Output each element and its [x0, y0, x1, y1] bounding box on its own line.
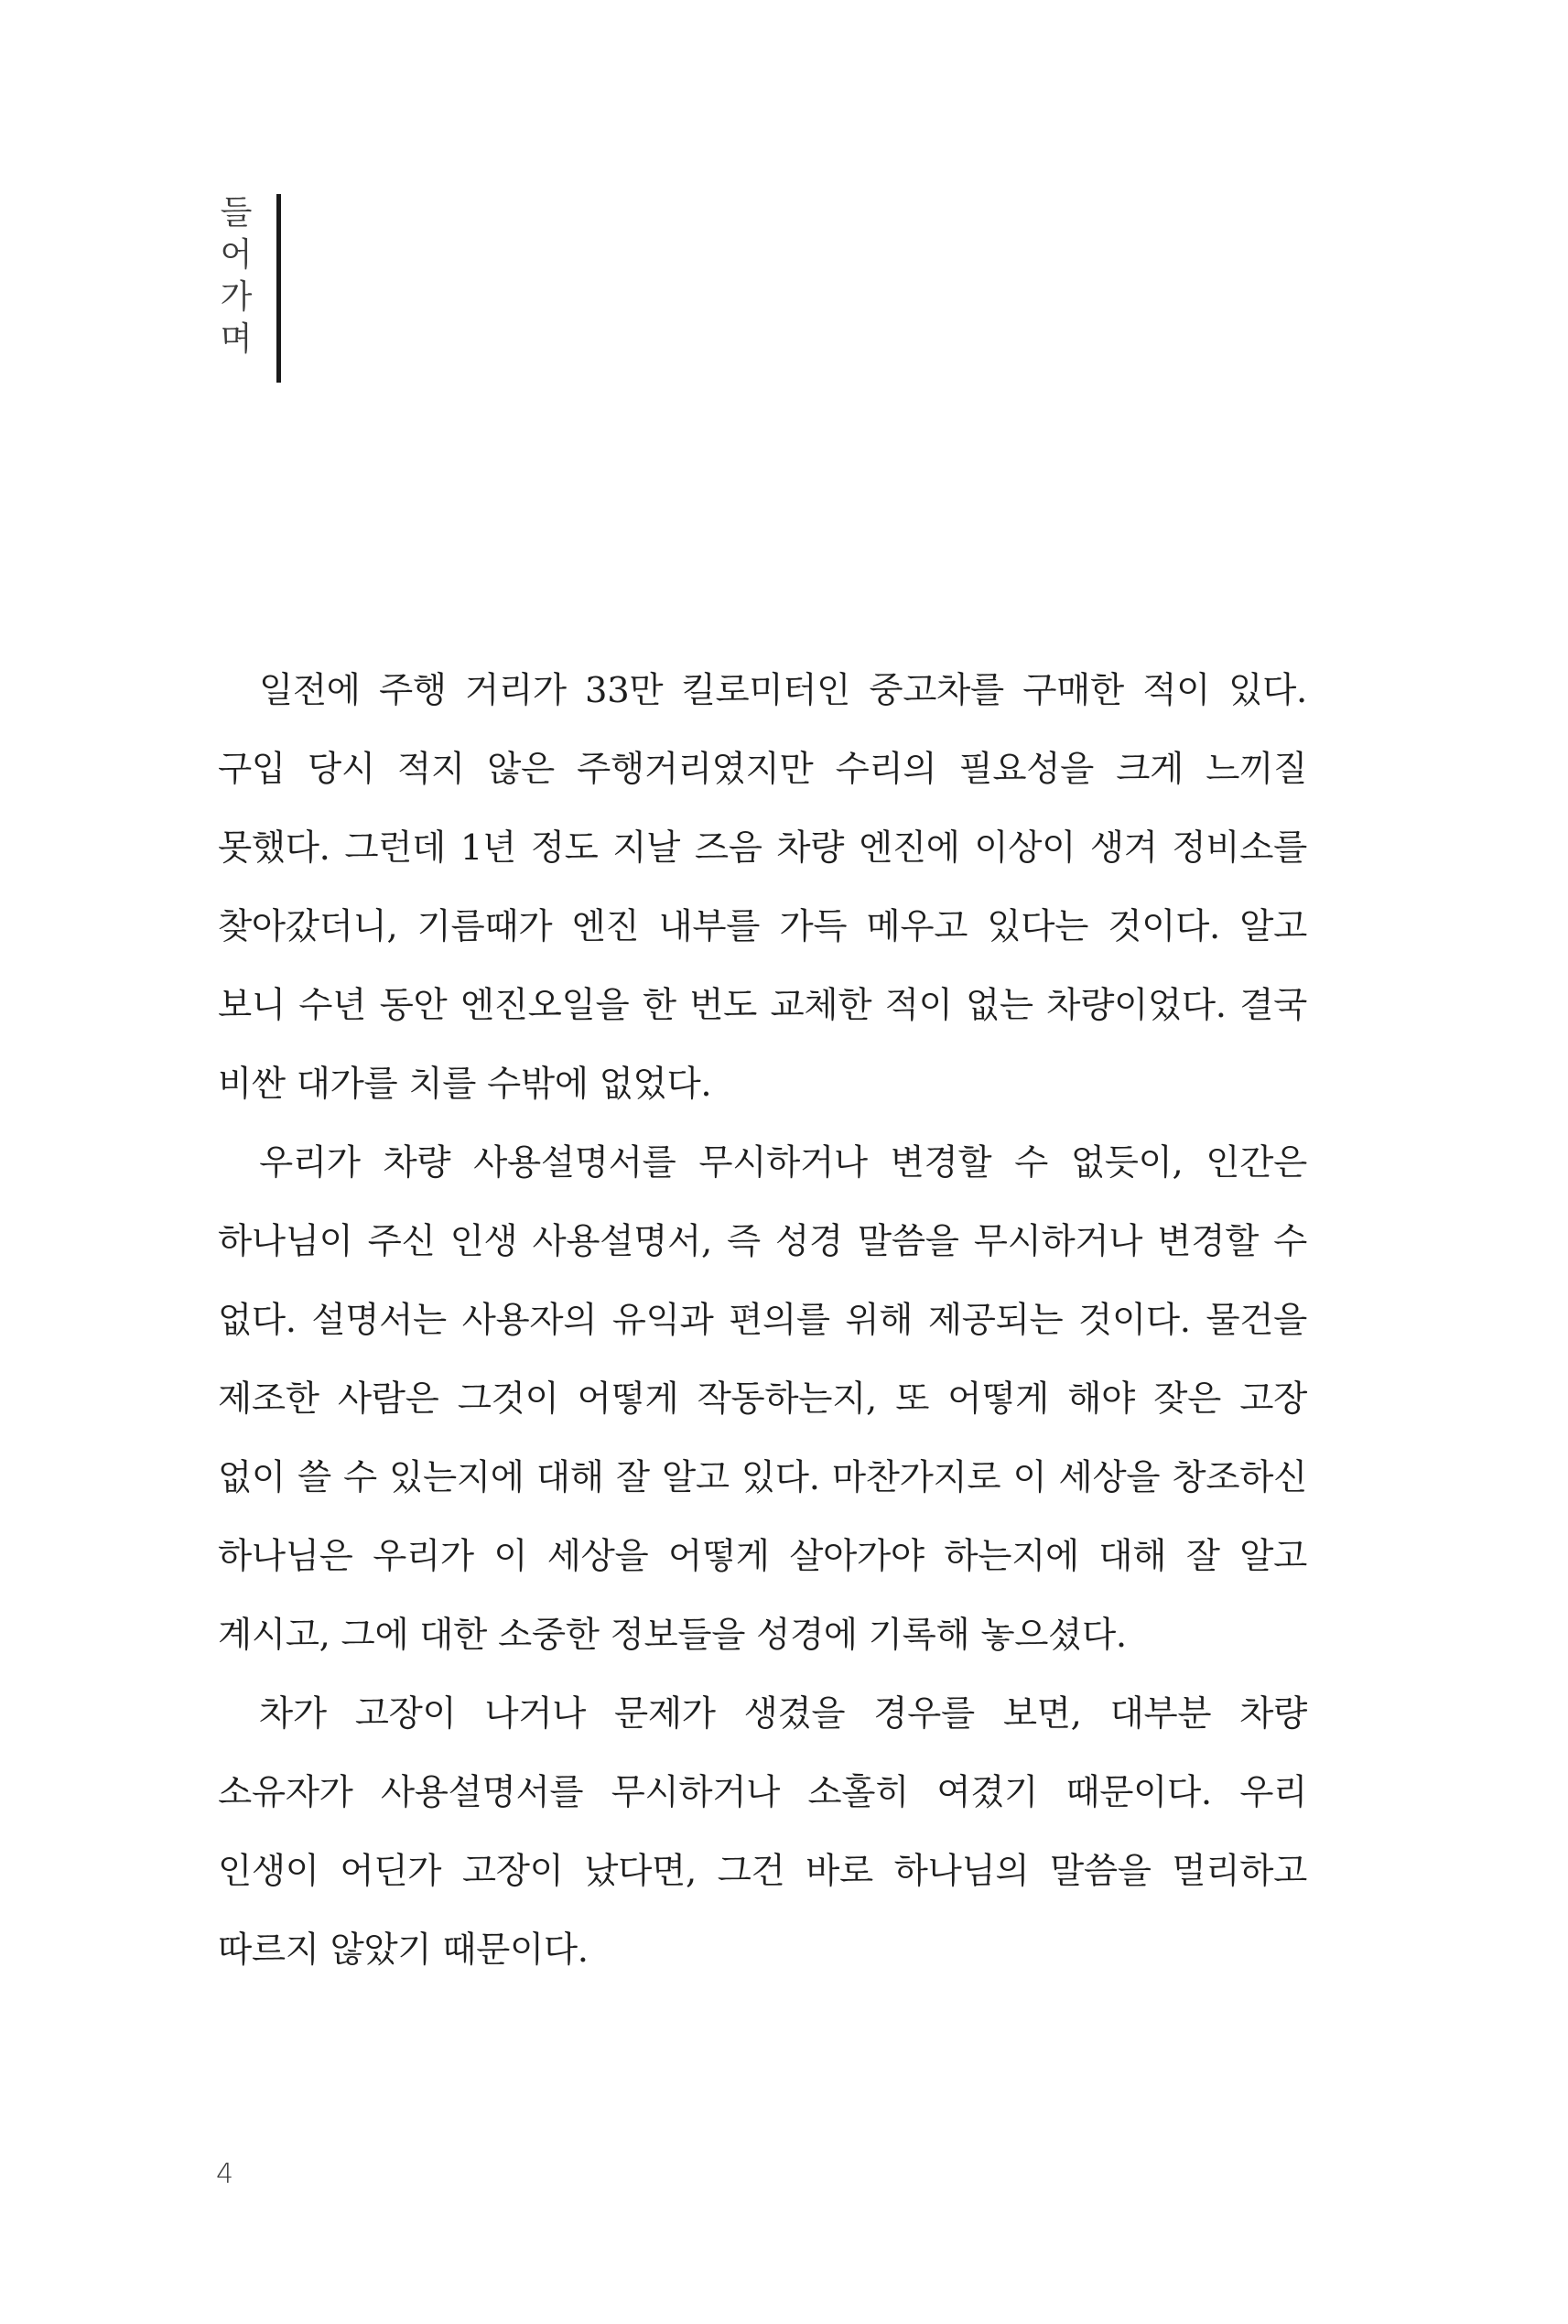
chapter-heading — [209, 192, 291, 384]
paragraph-1: 일전에 주행 거리가 33만 킬로미터인 중고차를 구매한 적이 있다. 구입 당시 적지 않은 주행거리였지만 수리의 필요성을 크게 느끼질 못했다. 그런데 1년 정도 지날 즈음 차량 엔진에 이상이 생겨 정비소를 찾아갔더니, 기름때가 엔진 내부를 가득 메우고 있다는 것이다. 알고 보니 수년 동안 엔진오일을 한 번도 교체한 적이 없는 차량이었다. 결국 비싼 대가를 치를 수밖에 없었다. — [218, 670, 1307, 1105]
paragraph-2: 우리가 차량 사용설명서를 무시하거나 변경할 수 없듯이, 인간은 하나님이 주신 인생 사용설명서, 즉 성경 말씀을 무시하거나 변경할 수 없다. 설명서는 사용자의 유익과 편의를 위해 제공되는 것이다. 물건을 제조한 사람은 그것이 어떻게 작동하는지, 또 어떻게 해야 잦은 고장 없이 쓸 수 있는지에 대해 잘 알고 있다. 마찬가지로 이 세상을 창조하신 하나님은 우리가 이 세상을 어떻게 살아가야 하는지에 대해 잘 알고 계시고, 그에 대한 소중한 정보들을 성경에 기록해 놓으셨다. — [218, 1142, 1307, 1656]
chapter-heading-text — [209, 192, 264, 361]
heading-char: 어 — [220, 236, 253, 274]
body-text — [218, 652, 1307, 1990]
heading-vertical-rule — [276, 194, 281, 383]
heading-char: 가 — [220, 278, 253, 316]
paragraph-3: 차가 고장이 나거나 문제가 생겼을 경우를 보면, 대부분 차량 소유자가 사용설명서를 무시하거나 소홀히 여겼기 때문이다. 우리 인생이 어딘가 고장이 났다면, 그건 바로 하나님의 말씀을 멀리하고 따르지 않았기 때문이다. — [218, 1693, 1307, 1971]
heading-char: 며 — [220, 320, 253, 358]
page-number: 4 — [216, 2158, 234, 2190]
heading-char: 들 — [220, 194, 253, 232]
